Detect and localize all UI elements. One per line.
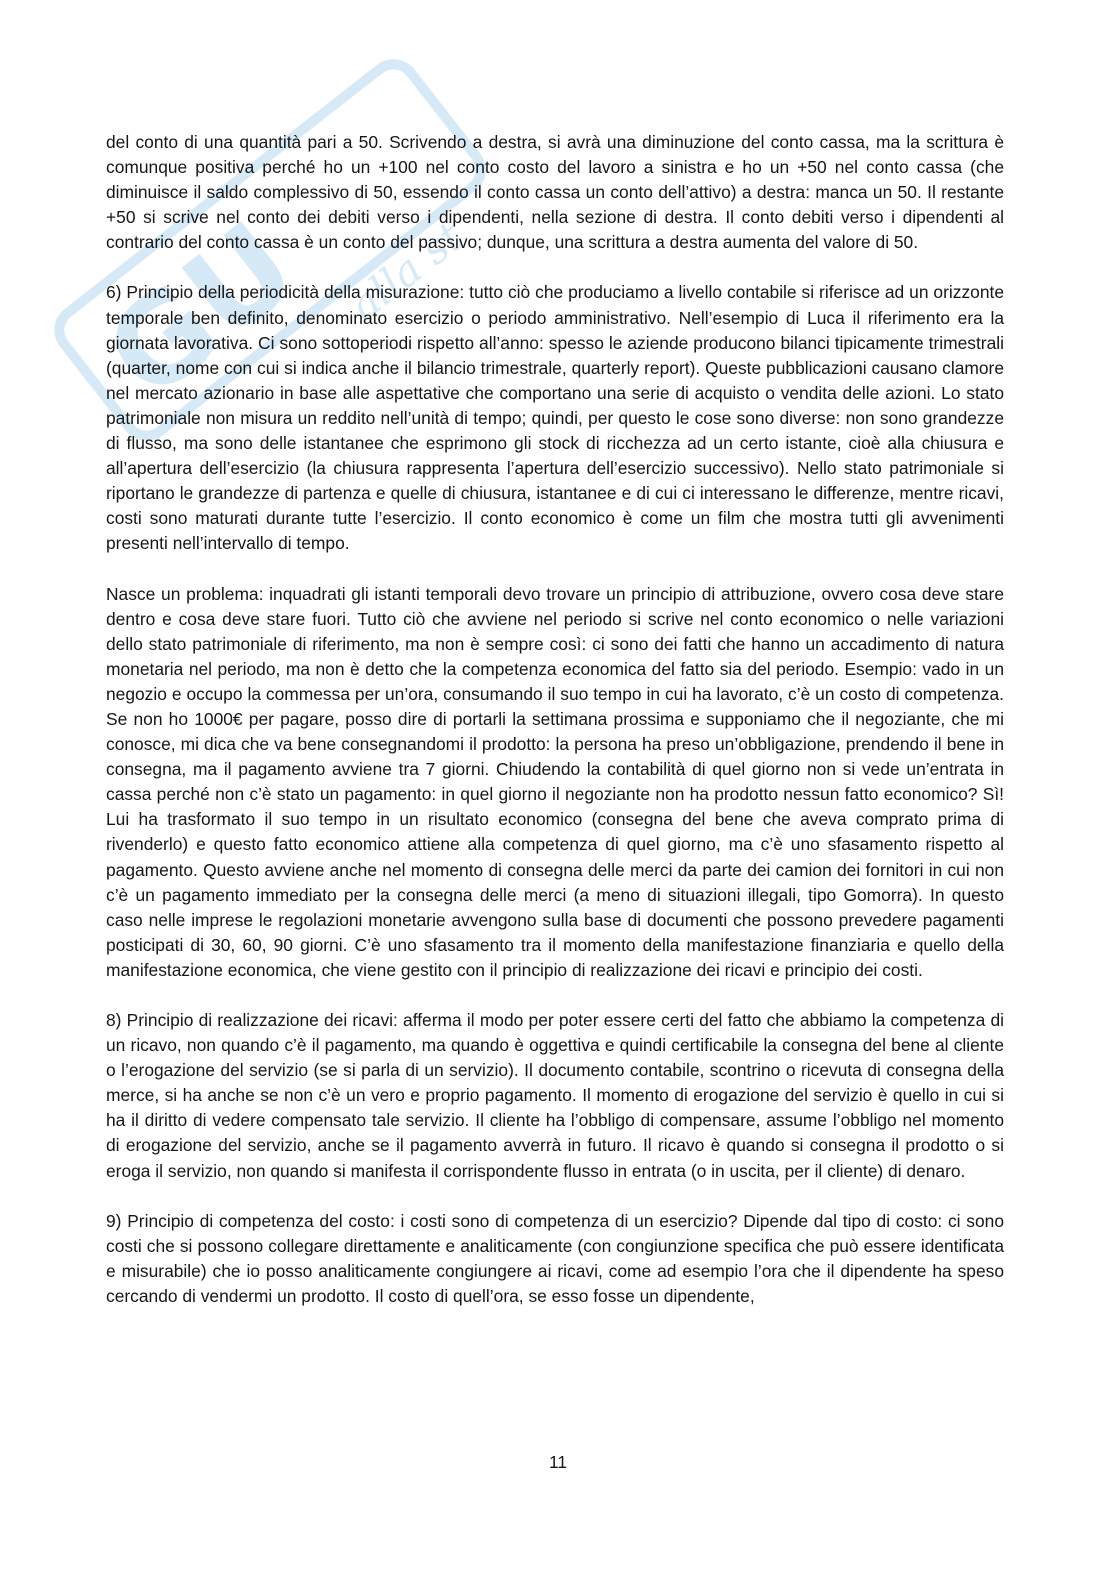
watermark-text: GU (81, 196, 322, 427)
paragraph-5: 9) Principio di competenza del costo: i costi sono di competenza di un esercizio? Dipende dal tipo di costo: ci sono costi che si possono collegare direttamente e analiticamente (con congiunzione specifica che può essere identificata e misurabile) che io posso analiticamente congiungere ai ricavi, come ad esempio l’ora che il dipendente ha speso cercando di vendermi un prodotto. Il costo di quell’ora, se esso fosse un dipendente, (106, 1210, 1004, 1306)
paragraph-3: Nasce un problema: inquadrati gli istanti temporali devo trovare un principio di attribuzione, ovvero cosa deve stare dentro e cosa deve stare fuori. Tutto ciò che avviene nel periodo si scrive nel conto economico o nelle variazioni dello stato patrimoniale di riferimento, ma non è sempre così: ci sono dei fatti che hanno un accadimento di natura monetaria nel periodo, ma non è detto che la competenza economica del fatto sia del periodo. Esempio: vado in un negozio e occupo la commessa per un’ora, consumando il suo tempo in cui ha lavorato, c’è un costo di competenza. Se non ho 1000€ per pagare, posso dire di portarli la settimana prossima e supponiamo che il negoziante, che mi conosce, mi dica che va bene consegnandomi il prodotto: la persona ha preso un’obbligazione, prendendo il bene in consegna, ma il pagamento avviene tra 7 giorni. Chiudendo la contabilità di quel giorno non si vede un’entrata in cassa perché non c’è stato un pagamento: in quel giorno il negoziante non ha prodotto nessun fatto economico? Sì! Lui ha trasformato il suo tempo in un risultato economico (consegna del bene che aveva comprato prima di rivenderlo) e questo fatto economico attiene alla competenza di quel giorno, ma c’è uno sfasamento rispetto al pagamento. Questo avviene anche nel momento di consegna delle merci da parte dei camion dei fornitori in cui non c’è un pagamento immediato per la consegna delle merci (a meno di situazioni illegali, tipo Gomorra). In questo caso nelle imprese le regolazioni monetarie avvengono sulla base di documenti che possono prevedere pagamenti posticipati di 30, 60, 90 giorni. C’è uno sfasamento tra il momento della manifestazione finanziaria e quello della manifestazione economica, che viene gestito con il principio di realizzazione dei ricavi e principio dei costi. (106, 583, 1004, 980)
watermark-subtext: alla st (340, 212, 473, 331)
page-number: 11 (548, 1452, 568, 1472)
paragraph-4: 8) Principio di realizzazione dei ricavi: afferma il modo per poter essere certi del fatto che abbiamo la competenza di un ricavo, non quando c’è il pagamento, ma quando è oggettiva e quindi certificabile la consegna del bene al cliente o l’erogazione del servizio (se si parla di un servizio). Il documento contabile, scontrino o ricevuta di consegna della merce, si ha anche se non c’è un vero e proprio pagamento. Il momento di erogazione del servizio è quello in cui si ha il diritto di vedere compensato tale servizio. Il cliente ha l’obbligo di compensare, assume l’obbligo nel momento di erogazione del servizio, anche se il pagamento avverrà in futuro. Il ricavo è quando si consegna il prodotto o si eroga il servizio, non quando si manifesta il corrispondente flusso in entrata (o in uscita, per il cliente) di denaro. (106, 1010, 1004, 1181)
page-body (106, 130, 1004, 1334)
paragraph-1: del conto di una quantità pari a 50. Scrivendo a destra, si avrà una diminuzione del conto cassa, ma la scrittura è comunque positiva perché ho un +100 nel conto costo del lavoro a sinistra e ho un +50 nel conto cassa (che diminuisce il saldo complessivo di 50, essendo il conto cassa un conto dell’attivo) a destra: manca un 50. Il restante +50 si scrive nel conto dei debiti verso i dipendenti, nella sezione di destra. Il conto debiti verso i dipendenti al contrario del conto cassa è un conto del passivo; dunque, una scrittura a destra aumenta del valore di 50. (106, 132, 1004, 253)
paragraph-2: 6) Principio della periodicità della misurazione: tutto ciò che produciamo a livello contabile si riferisce ad un orizzonte temporale ben definito, denominato esercizio o periodo amministrativo. Nell’esempio di Luca il riferimento era la giornata lavorativa. Ci sono sottoperiodi rispetto all’anno: spesso le aziende producono bilanci tipicamente trimestrali (quarter, nome con cui si indica anche il bilancio trimestrale, quarterly report). Queste pubblicazioni causano clamore nel mercato azionario in base alle aspettative che comportano una serie di acquisto o vendita delle azioni. Lo stato patrimoniale non misura un reddito nell’unità di tempo; quindi, per questo le cose sono diverse: non sono grandezze di flusso, ma sono delle istantanee che esprimono gli stock di ricchezza ad un certo istante, cioè alla chiusura e all’apertura dell’esercizio (la chiusura rappresenta l’apertura dell’esercizio successivo). Nello stato patrimoniale si riportano le grandezze di partenza e quelle di chiusura, istantanee e di cui ci interessano le differenze, mentre ricavi, costi sono maturati durante tutte l’esercizio. Il conto economico è come un film che mostra tutti gli avvenimenti presenti nell’intervallo di tempo. (106, 282, 1004, 554)
